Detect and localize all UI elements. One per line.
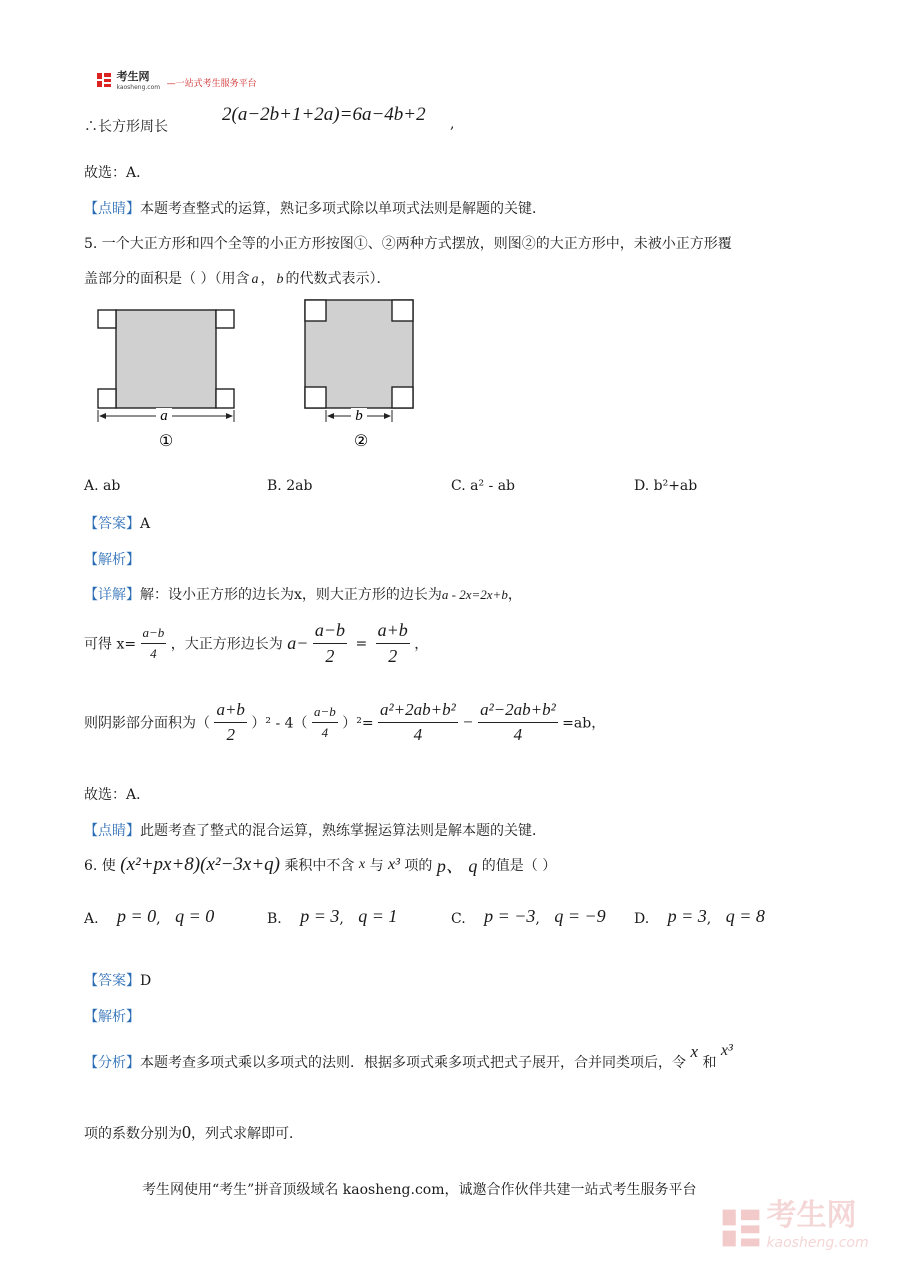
logo-brand: 考生网 (116, 70, 150, 83)
watermark-logo-icon (720, 1206, 762, 1254)
q5-analysis-tag: 【解析】 (84, 552, 140, 568)
fig2-small-square (305, 300, 326, 321)
q6-analysis-tag: 【解析】 (84, 1009, 140, 1025)
q5-comment: 【点睛】此题考查了整式的混合运算，熟练掌握运算法则是解本题的关键． (84, 823, 546, 839)
q5-option-a[interactable]: A. ab (84, 478, 121, 494)
fig2-small-square (392, 387, 413, 408)
q5-shadow-area: 则阴影部分面积为（ $\frac{a+b}{2}$ ）² - 4（ $\frac{a-b}{4}$ ）²= $\frac{\text{a²+2ab+b²}}{4}$ − $\frac{\text{a²−2ab+b²}}{4}$ =ab， (84, 700, 606, 744)
q5-choice: 故选：A． (84, 787, 151, 803)
q5-detail: 【详解】解：设小正方形的边长为x，则大正方形的边长为a - 2x=2x+b， (84, 587, 522, 603)
fig1-small-square (216, 389, 234, 408)
perimeter-label: ∴长方形周长 (84, 119, 168, 135)
q6-option-a[interactable]: A. p = 0, q = 0 (84, 906, 215, 927)
q5-line1: 5. 一个大正方形和四个全等的小正方形按图①、②两种方式摆放，则图②的大正方形中，未被小正方形覆 (84, 236, 732, 252)
perimeter-formula: 2(a−2b+1+2a)=6a−4b+2 (222, 104, 426, 125)
fig1-caption: ① (158, 431, 174, 450)
q5-option-d[interactable]: D. b²+ab (634, 478, 698, 494)
q6-analysis: 【分析】本题考查多项式乘以多项式的法则．根据多项式乘多项式把式子展开，合并同类项后，令 x 和 x³ (84, 1042, 733, 1071)
prev-choice: 故选：A． (84, 165, 151, 181)
fig2-small-square (305, 387, 326, 408)
header-logo (96, 72, 257, 92)
q5-answer: 【答案】A (84, 516, 151, 532)
fig1-small-square (98, 310, 116, 328)
watermark-brand: 考生网 (766, 1198, 857, 1233)
fig2-small-square (392, 300, 413, 321)
q6-option-b[interactable]: B. p = 3, q = 1 (267, 906, 398, 927)
q5-option-c[interactable]: C. a² - ab (451, 478, 516, 494)
fig1-dim-label: a (160, 408, 168, 424)
figure-1 (94, 298, 239, 457)
q5-line2: 盖部分的面积是（ ）（用含 a ， b 的代数式表示）． (84, 271, 391, 287)
fig1-small-square (98, 389, 116, 408)
comment-tag: 【点睛】 (84, 201, 140, 217)
logo-slogan: —一站式考生服务平台 (166, 78, 257, 89)
logo-icon (96, 72, 112, 92)
fig2-caption: ② (353, 431, 369, 450)
q6-option-c[interactable]: C. p = −3, q = −9 (451, 906, 606, 927)
logo-sub: kaosheng.com (116, 84, 161, 91)
figure-2 (300, 298, 420, 457)
q5-option-b[interactable]: B. 2ab (267, 478, 313, 494)
fig1-small-square (216, 310, 234, 328)
q5-get-x: 可得 x= $\frac{a-b}{4}$ ，大正方形边长为 a− $\frac{a-b}{2}$ = $\frac{a+b}{2}$ ， (84, 620, 429, 666)
q6-stem: 6. 使 (x²+px+8)(x²−3x+q) 乘积中不含 x 与 x³ 项的 p、 q 的值是（ ） (84, 854, 557, 876)
q6-option-d[interactable]: D. p = 3, q = 8 (634, 906, 765, 927)
prev-comment: 【点睛】本题考查整式的运算，熟记多项式除以单项式法则是解题的关键． (84, 201, 546, 217)
q6-answer: 【答案】D (84, 973, 152, 989)
watermark-sub: kaosheng.com (766, 1235, 869, 1251)
footer-text: 考生网使用“考生”拼音顶级域名 kaosheng.com，诚邀合作伙伴共建一站式考生服务平台 (142, 1182, 697, 1198)
q6-analysis-line2: 项的系数分别为0，列式求解即可． (84, 1122, 303, 1142)
fig2-dim-label: b (355, 408, 363, 424)
fig1-big-square (116, 310, 216, 408)
perimeter-comma: , (450, 116, 455, 132)
watermark (720, 1198, 869, 1254)
